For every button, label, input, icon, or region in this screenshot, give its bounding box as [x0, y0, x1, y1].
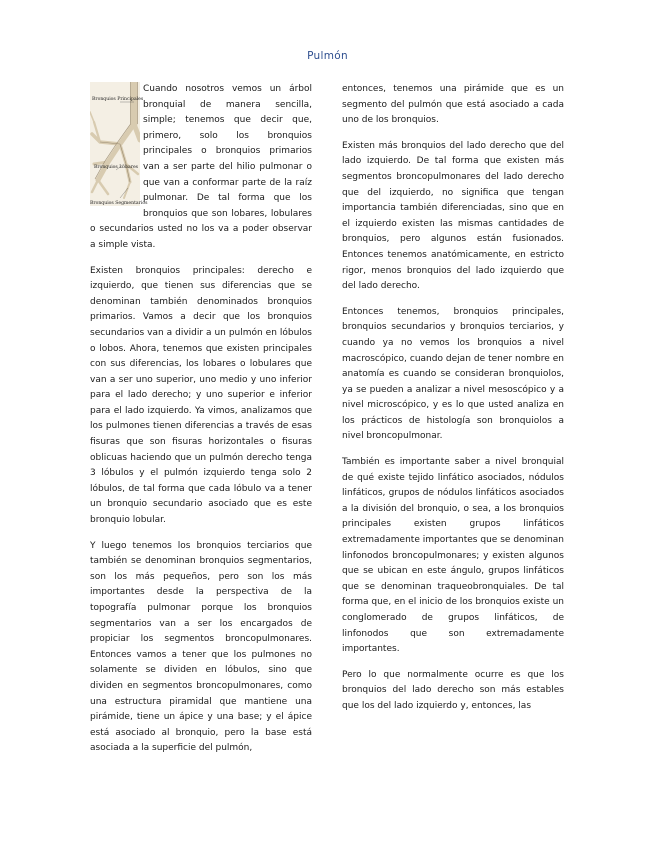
- page-title: Pulmón: [307, 50, 348, 62]
- figure-label-lobar-bronchi: Bronquios Lobares: [94, 165, 139, 170]
- paragraph: Cuando nosotros vemos un árbol bronquial de manera sencilla, simple; tenemos que decir que, primero, solo los bronquios principales o bronquios primarios van a ser parte del hilio pulmonar o que van a conformar parte de la raíz pulmonar. De tal forma que los bronquios que son lobares, lobulares o secundarios usted no los va a poder observar a simple vista.: [90, 84, 312, 250]
- paragraph: entonces, tenemos una pirámide que es un segmento del pulmón que está asociado a cada uno de los bronquios.: [342, 84, 564, 126]
- paragraph: Existen más bronquios del lado derecho que del lado izquierdo. De tal forma que existen más segmentos broncopulmonares del lado derecho que del izquierdo, no significa que tengan importancia también diferenciadas, sino que en el izquierdo existen las mismas cantidades de bronquios, pero algunos están fusionados. Entonces tenemos anatómicamente, en estricto rigor, menos bronquios del lado izquierdo que del lado derecho.: [342, 140, 564, 292]
- bronchial-tree-figure: [90, 82, 148, 206]
- figure-label-main-bronchi: Bronquios Principales: [92, 97, 144, 102]
- paragraph: Entonces tenemos, bronquios principales, bronquios secundarios y bronquios terciarios, y cuando ya no vemos los bronquios a nivel macroscópico, cuando dejan de tener nombre en anatomía es cuando se consideran bronquiolos, ya se pueden a analizar a nivel mesoscópico y a nivel microscópico, y es lo que usted analiza en los prácticos de histología son bronquiolos a nivel broncopulmonar.: [342, 306, 564, 442]
- paragraph: Pero lo que normalmente ocurre es que los bronquios del lado derecho son más estables que los del lado izquierdo y, entonces, las: [342, 669, 564, 711]
- right-column: [342, 82, 564, 725]
- paragraph: Existen bronquios principales: derecho e izquierdo, que tienen sus diferencias que se denominan también denominados bronquios primarios. Vamos a decir que los bronquios secundarios van a dividir a un pulmón en lóbulos o lobos. Ahora, tenemos que existen principales con sus diferencias, los lobares o lobulares que van a ser uno superior, uno medio y uno inferior para el lado derecho; y uno superior e inferior para el lado izquierdo. Ya vimos, analizamos que los pulmones tienen diferencias a través de esas fisuras que son fisuras horizontales o fisuras oblicuas haciendo que un pulmón derecho tenga 3 lóbulos y el pulmón izquierdo tenga solo 2 lóbulos, de tal forma que cada lóbulo va a tener un bronquio secundario asociado que es este bronquio lobular.: [90, 265, 312, 526]
- figure-label-segmental-bronchi: Bronquios Segmentarios: [90, 201, 148, 206]
- paragraph: También es importante saber a nivel bronquial de qué existe tejido linfático asociados, nódulos linfáticos, grupos de nódulos linfáticos asociados a la división del bronquio, o sea, a los bronquios principales existen grupos linfáticos extremadamente importantes que se denominan linfonodos broncopulmonares; y existen algunos que se ubican en este ángulo, grupos linfáticos que se denominan traqueobronquiales. De tal forma que, en el inicio de los bronquios existe un conglomerado de grupos linfáticos, de linfonodos que son extremadamente importantes.: [342, 457, 564, 655]
- paragraph: Y luego tenemos los bronquios terciarios que también se denominan bronquios segmentarios, son los más pequeños, pero son los más importantes desde la perspectiva de la topografía pulmonar porque los bronquios segmentarios van a ser los encargados de propiciar los segmentos broncopulmonares. Entonces vamos a tener que los pulmones no solamente se dividen en lóbulos, sino que dividen en segmentos broncopulmonares, como una estructura piramidal que mantiene una pirámide, tiene un ápice y una base; y el ápice está asociado al bronquio, pero la base está asociada a la superficie del pulmón,: [90, 540, 312, 754]
- left-column: [90, 82, 312, 767]
